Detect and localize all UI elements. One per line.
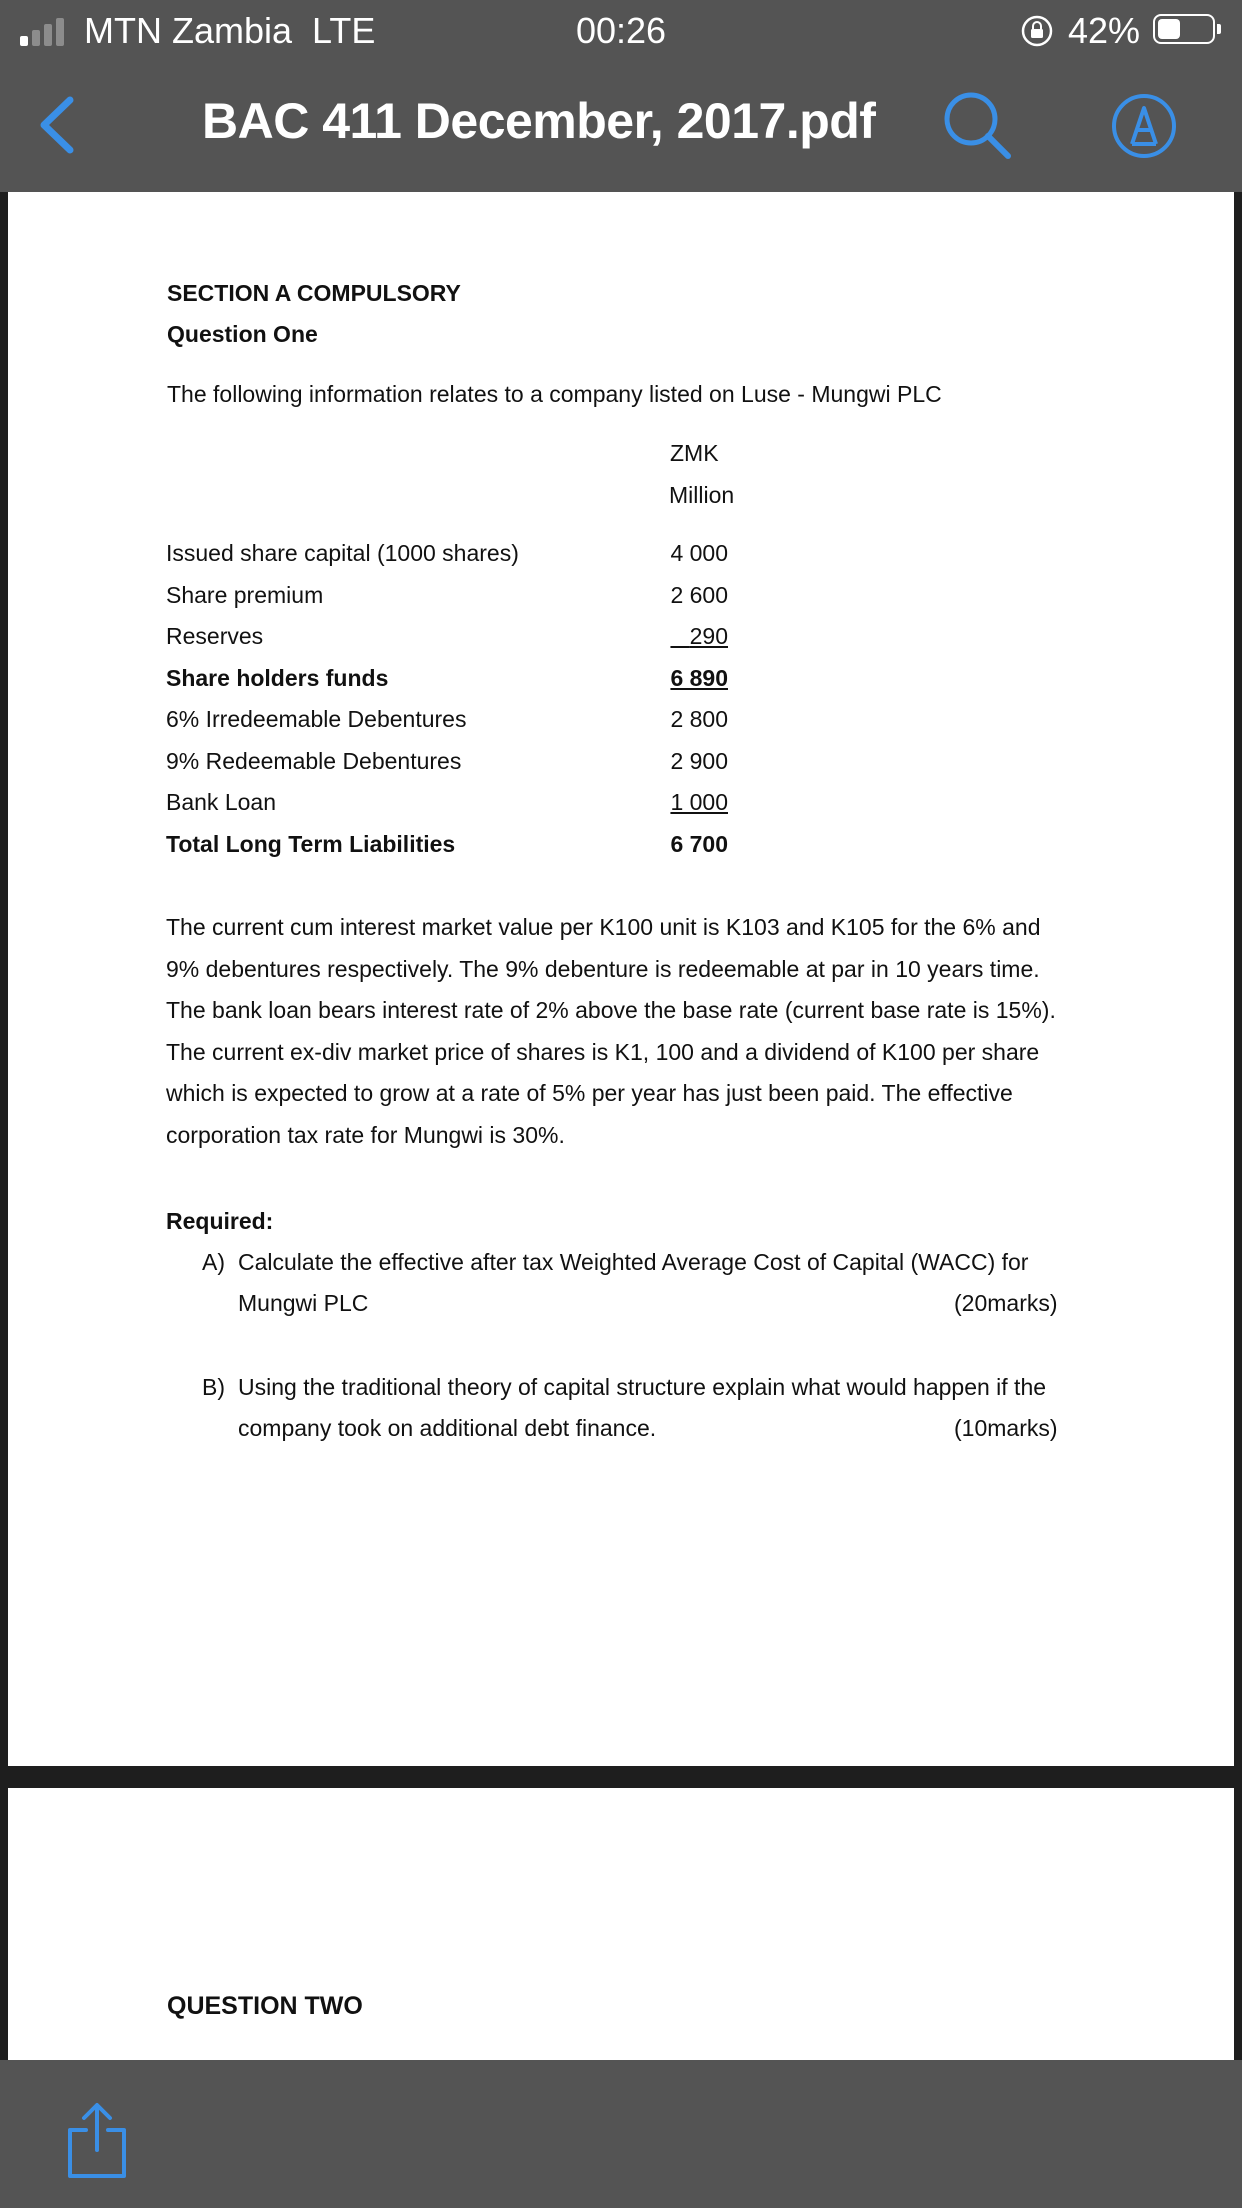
row-label: Share holders funds (166, 665, 389, 691)
part-b-text-continued: company took on additional debt finance. (238, 1415, 657, 1441)
status-bar (0, 0, 1242, 62)
paragraph-line: 9% debentures respectively. The 9% debenture is redeemable at par in 10 years time. (166, 955, 1040, 982)
part-b-text: Using the traditional theory of capital structure explain what would happen if the (238, 1374, 1047, 1400)
currency-header: ZMK (670, 440, 719, 466)
orientation-lock-icon (1020, 14, 1054, 48)
status-time: 00:26 (575, 10, 667, 51)
paragraph-line: corporation tax rate for Mungwi is 30%. (166, 1121, 565, 1148)
row-label: Share premium (166, 582, 324, 608)
row-label: Reserves (166, 623, 264, 649)
paragraph-line: which is expected to grow at a rate of 5% per year has just been paid. The effective (166, 1080, 1013, 1107)
paragraph-line: The current ex-div market price of shares is K1, 100 and a dividend of K100 per share (166, 1038, 1040, 1065)
part-b-marks: (10marks) (954, 1415, 1058, 1441)
markup-pen-icon (1114, 96, 1174, 156)
battery-fill (1158, 19, 1180, 39)
row-value: 4 000 (670, 540, 728, 566)
battery-icon (1153, 14, 1215, 44)
row-value: 2 900 (670, 748, 728, 774)
pdf-page-2 (8, 1788, 1234, 2060)
row-value: 290 (689, 623, 728, 649)
unit-header: Million (669, 482, 735, 508)
part-a-prefix: A) (202, 1249, 225, 1275)
chevron-left-icon (44, 100, 70, 150)
search-icon (947, 95, 1008, 156)
row-value: 6 890 (670, 665, 728, 691)
document-title: BAC 411 December, 2017.pdf (202, 93, 876, 149)
row-label: Bank Loan (166, 789, 276, 815)
battery-percent: 42% (1068, 10, 1141, 51)
back-button[interactable] (24, 90, 94, 160)
section-heading: SECTION A COMPULSORY (167, 280, 461, 306)
row-value: 2 600 (670, 582, 728, 608)
paragraph-line: The bank loan bears interest rate of 2% above the base rate (current base rate is 15%). (166, 997, 1056, 1024)
pdf-viewer[interactable] (0, 192, 1242, 2060)
network-type: LTE (312, 10, 376, 51)
part-a-text: Calculate the effective after tax Weighted Average Cost of Capital (WACC) for (238, 1249, 1029, 1275)
carrier-label: MTN Zambia LTE (84, 10, 376, 51)
question-paragraph (166, 907, 1126, 1157)
required-label: Required: (166, 1208, 274, 1234)
row-label: Total Long Term Liabilities (166, 831, 456, 857)
pdf-page-1 (8, 192, 1234, 1766)
share-icon (70, 2105, 124, 2176)
row-label: Issued share capital (1000 shares) (166, 540, 519, 566)
search-button[interactable] (940, 88, 1014, 162)
bottom-toolbar (0, 2060, 1242, 2208)
part-a-text-continued: Mungwi PLC (238, 1290, 369, 1316)
part-a-marks: (20marks) (954, 1290, 1058, 1316)
row-value: 1 000 (670, 789, 728, 815)
row-label: 6% Irredeemable Debentures (166, 706, 467, 732)
question-heading: Question One (167, 321, 318, 347)
row-label: 9% Redeemable Debentures (166, 748, 462, 774)
intro-text: The following information relates to a company listed on Luse - Mungwi PLC (167, 381, 942, 407)
question-two-heading: QUESTION TWO (167, 1992, 363, 2020)
share-button[interactable] (62, 2100, 132, 2180)
part-b-prefix: B) (202, 1374, 225, 1400)
row-value: 2 800 (670, 706, 728, 732)
row-value: 6 700 (670, 831, 728, 857)
markup-button[interactable] (1110, 92, 1178, 160)
paragraph-line: The current cum interest market value per K100 unit is K103 and K105 for the 6% and (166, 914, 1041, 940)
navigation-bar (0, 62, 1242, 192)
